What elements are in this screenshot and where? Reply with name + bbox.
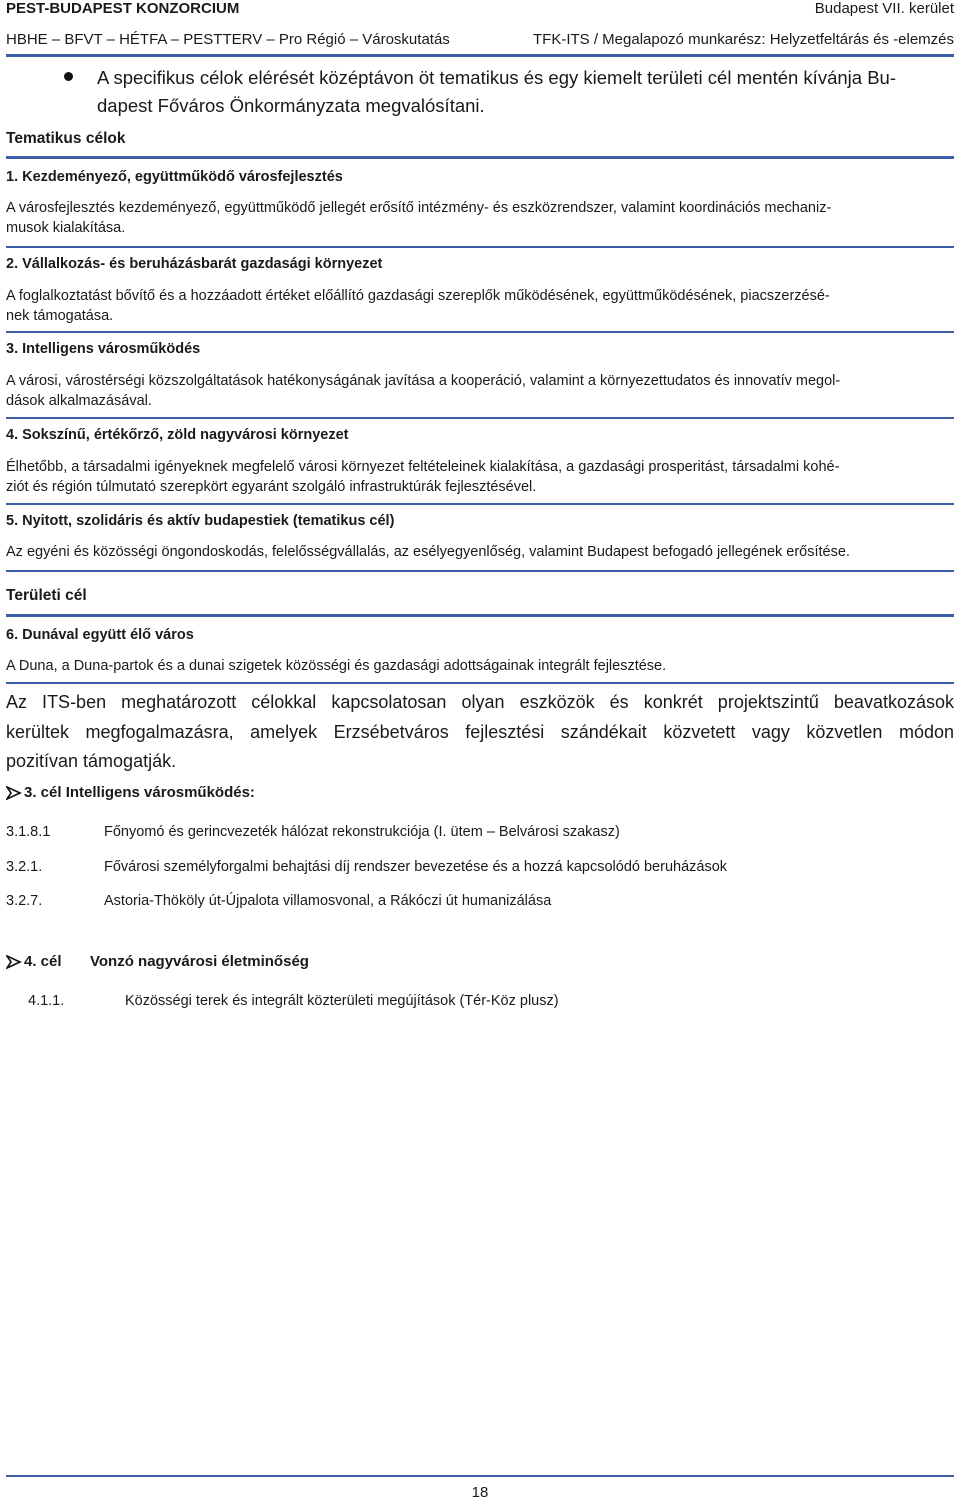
arrowhead-bullet-icon [6,786,22,800]
goal-3-title: 3. Intelligens városműködés [6,341,201,357]
section-3-item-2-text: Fővárosi személyforgalmi behajtási díj rendszer bevezetése és a hozzá kapcsolódó beruházások [104,859,728,875]
goal-6-title: 6. Dunával együtt élő város [6,627,194,643]
footer-rule [6,1475,954,1477]
goal-6-desc: A Duna, a Duna-partok és a dunai szigetek közösségi és gazdasági adottságainak integrált fejlesztése. [6,658,667,674]
page-number: 18 [471,1484,489,1501]
arrowhead-bullet-icon [6,955,22,969]
header-document: TFK-ITS / Megalapozó munkarész: Helyzetfeltárás és -elemzés [533,31,954,48]
goal-6-rule [6,682,954,684]
section-4-item-1-num: 4.1.1. [28,993,65,1009]
goal-1-desc [6,198,954,238]
section-4-item-1-text: Közösségi terek és integrált közterületi megújítások (Tér-Köz plusz) [125,993,559,1009]
section-3-item-3-text: Astoria-Thököly út-Újpalota villamosvonal, a Rákóczi út humanizálása [104,893,552,909]
intro-line-1: A specifikus célok elérését középtávon öt tematikus és egy kiemelt területi cél mentén kívánja Bu- [97,67,896,88]
section-3-item-2-num: 3.2.1. [6,859,43,875]
goal-5-title: 5. Nyitott, szolidáris és aktív budapestiek (tematikus cél) [6,513,395,529]
its-paragraph-line3: pozitívan támogatják. [6,751,177,771]
goal-2-rule [6,331,954,333]
goal-2-desc-line2: nek támogatása. [6,308,114,324]
goal-1-rule [6,246,954,248]
section-4-label: 4. cél [24,953,62,970]
header-partners: HBHE – BFVT – HÉTFA – PESTTERV – Pro Régió – Városkutatás [6,31,450,48]
thematic-heading: Tematikus célok [6,130,126,147]
intro-bullet-text [97,64,896,120]
its-paragraph-line1: Az ITS-ben meghatározott célokkal kapcsolatosan olyan eszközök és konkrét projektszintű beavatkozások [6,692,954,712]
thematic-rule [6,156,954,159]
its-paragraph [6,688,954,777]
intro-line-2: dapest Főváros Önkormányzata megvalósítani. [97,95,485,116]
goal-3-desc-line1: A városi, várostérségi közszolgáltatások hatékonyságának javítása a kooperáció, valamint a környezettudatos és innovatív megol- [6,373,841,389]
header-district: Budapest VII. kerület [814,0,954,17]
section-3-item-1-num: 3.1.8.1 [6,824,51,840]
goal-3-rule [6,417,954,419]
its-paragraph-line2: kerültek megfogalmazásra, amelyek Erzsébetváros fejlesztési szándékait közvetett vagy közvetlen módon [6,721,954,742]
section-3-heading: 3. cél Intelligens városműködés: [24,784,255,801]
section-4-heading: Vonzó nagyvárosi életminőség [90,953,309,970]
goal-4-title: 4. Sokszínű, értékőrző, zöld nagyvárosi környezet [6,427,349,443]
header-rule [6,54,954,57]
goal-4-desc-line2: ziót és régión túlmutató szerepkört egyaránt szolgáló infrastruktúrák fejlesztésével. [6,479,537,495]
header-consortium: PEST-BUDAPEST KONZORCIUM [6,0,240,17]
goal-5-rule [6,570,954,572]
territorial-heading: Területi cél [6,587,87,604]
bullet-dot-icon [64,72,73,81]
goal-4-rule [6,503,954,505]
goal-2-desc-line1: A foglalkoztatást bővítő és a hozzáadott értéket előállító gazdasági szereplők működésének, együttműködésének, piacszerzésé- [6,288,830,304]
goal-1-title: 1. Kezdeményező, együttműködő városfejlesztés [6,169,343,185]
goal-1-desc-line2: musok kialakítása. [6,220,126,236]
section-3-item-3-num: 3.2.7. [6,893,43,909]
goal-4-desc-line1: Élhetőbb, a társadalmi igényeknek megfelelő városi környezet feltételeinek kialakítása, a gazdasági prosperitást, társadalmi kohé- [6,459,840,475]
goal-1-desc-line1: A városfejlesztés kezdeményező, együttműködő jellegét erősítő intézmény- és eszközrendszer, valamint koordinációs mechaniz- [6,200,832,216]
section-3-item-1-text: Főnyomó és gerincvezeték hálózat rekonstrukciója (I. ütem – Belvárosi szakasz) [104,824,620,840]
goal-2-desc [6,286,954,326]
goal-2-title: 2. Vállalkozás- és beruházásbarát gazdasági környezet [6,256,383,272]
territorial-rule [6,614,954,617]
goal-3-desc-line2: dások alkalmazásával. [6,393,152,409]
goal-5-desc: Az egyéni és közösségi öngondoskodás, felelősségvállalás, az esélyegyenlőség, valamint Budapest befogadó jellegének erősítése. [6,544,850,560]
goal-4-desc [6,457,954,497]
goal-3-desc [6,371,954,411]
